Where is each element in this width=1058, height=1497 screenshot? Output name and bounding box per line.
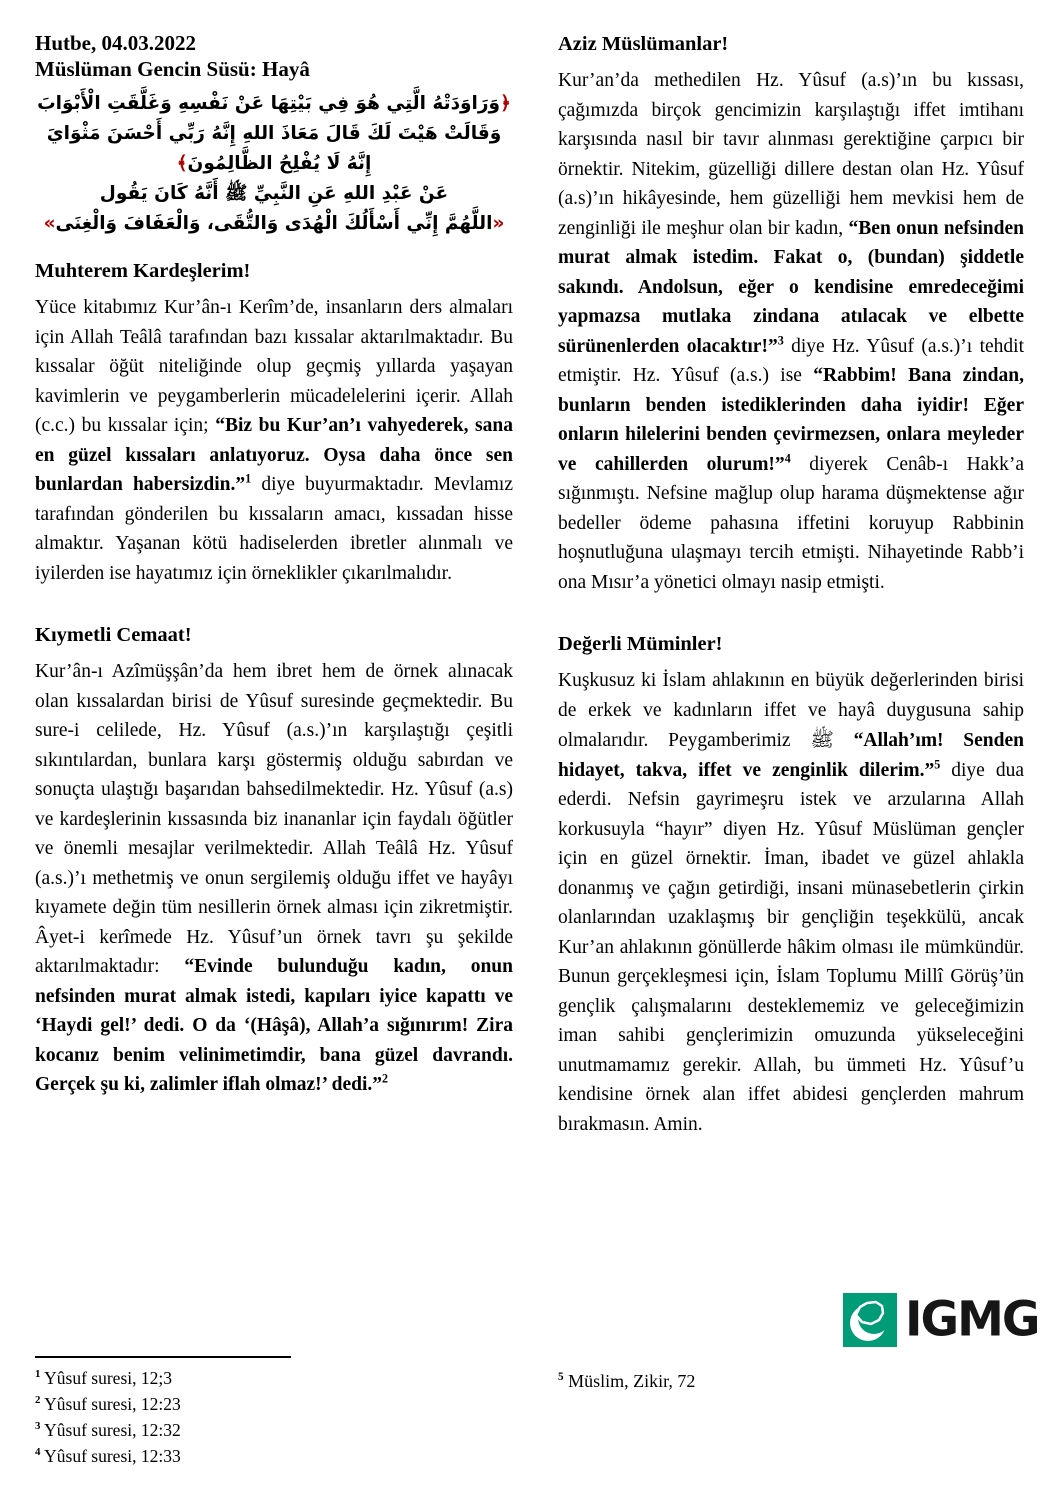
arabic-quote-block [35, 89, 513, 239]
left-column [35, 30, 513, 1133]
section-body: Kur’an’da methedilen Hz. Yûsuf (a.s)’ın bu kıssası, çağımızda birçok gencimizin karşılaştığı iffet imtihanı karşısında nasıl bir tavır alınması gerektiğine çarpıcı bir örnektir. Nitekim, güzelliği dillere destan olan Hz. Yûsuf (a.s)’ın hikâyesinde, hem güzelliği hem mevkisi hem de zenginliği ile meşhur olan bir kadın, “Ben onun nefsinden murat almak istedim. Fakat o, (bundan) şiddetle sakındı. Andolsun, eğer o kendisine emredeceğimi yapmazsa mutlaka zindana atılacak ve elbette sürünenlerden olacaktır!”$^3$ diye Hz. Yûsuf (a.s.)’ı tehdit etmiştir. Hz. Yûsuf (a.s.) ise “Rabbim! Bana zindan, bunların benden istediklerinden daha iyidir! Eğer onların hilelerini benden çevirmezsen, onlara meyleder ve cahillerden olurum!”$^4$ diyerek Cenâb-ı Hakk’a sığınmıştı. Nefsine mağlup olup harama düşmektense ağır bedeller ödeme pahasına iffetini koruyup Rabbinin hoşnutluğuna ulaşmayı tercih etmişti. Nihayetinde Rabb’i ona Mısır’a yönetici olmayı nasip etmişti. [558, 70, 1025, 593]
footnote-5: $^5$ Müslim, Zikir, 72 [558, 1371, 696, 1391]
section-heading: Değerli Müminler! [558, 633, 723, 655]
igmg-logo-wordmark: IGMG [905, 1291, 1039, 1348]
footnotes-left [35, 1356, 513, 1469]
footnote-2: $^2$ Yûsuf suresi, 12:23 [35, 1394, 181, 1414]
section-heading: Muhterem Kardeşlerim! [35, 260, 251, 282]
document-title: Müslüman Gencin Süsü: Hayâ [35, 57, 310, 81]
right-column [558, 30, 1024, 1172]
footnote-divider [35, 1356, 291, 1358]
section-aziz-muslumanlar [558, 30, 1024, 597]
footnote-4: $^4$ Yûsuf suresi, 12:33 [35, 1446, 181, 1466]
section-degerli-muminler [558, 630, 1024, 1139]
section-body: Kur’ân-ı Azîmüşşân’da hem ibret hem de örnek alınacak olan kıssalardan birisi de Yûsuf suresinde geçmektedir. Bu sure-i celilede, Hz. Yûsuf (a.s.)’ın karşılaştığı çeşitli sıkıntılardan, bunlara karşı göstermiş olduğu sabırdan ve sonuçta ulaştığı başarıdan bahsedilmektedir. Hz. Yûsuf (a.s) ve kardeşlerinin kıssasında biz inananlar için faydalı öğütler ve önemli mesajlar verilmektedir. Allah Teâlâ Hz. Yûsuf (a.s.)’ı methetmiş ve onun sergilemiş olduğu iffet ve hayâyı kıyamete değin tüm nesillerin örnek alması için zikretmiştir. Âyet-i kerîmede Hz. Yûsuf’un örnek tavrı şu şekilde aktarılmaktadır: “Evinde bulunduğu kadın, onun nefsinden murat almak istedi, kapıları iyice kapattı ve ‘Haydi gel!’ dedi. O da ‘(Hâşâ), Allah’a sığınırım! Zira kocanız benim velinimetimdir, bana güzel davrandı. Gerçek şu ki, zalimler iflah olmaz!’ dedi.”$^2$ [35, 661, 513, 1095]
igmg-logo [843, 1293, 1038, 1347]
igmg-crescent-globe-icon [843, 1293, 897, 1347]
section-muhterem-kardeslerim [35, 257, 513, 588]
document-date: Hutbe, 04.03.2022 [35, 31, 197, 55]
arabic-isnad: عَنْ عَبْدِ اللهِ عَنِ النَّبِيِّ ﷺ أَنَّهُ كَانَ يَقُول [99, 183, 449, 204]
arabic-dua: «اللَّهُمَّ إِنِّي أَسْأَلُكَ الْهُدَى وَالتُّقَى، وَالْعَفَافَ وَالْغِنَى» [43, 213, 505, 234]
section-kiymetli-cemaat [35, 621, 513, 1100]
section-body: Yüce kitabımız Kur’ân-ı Kerîm’de, insanların ders almaları için Allah Teâlâ tarafından bazı kıssalar aktarılmaktadır. Bu kıssalar öğüt niteliğinde olup geçmiş yıllarda yaşayan kavimlerin ve peygamberlerin mücadelelerini içerir. Allah (c.c.) bu kıssalar için; “Biz bu Kur’an’ı vahyederek, sana en güzel kıssaları anlatıyoruz. Oysa daha önce sen bunlardan habersizdin.”$^1$ diye buyurmaktadır. Mevlamız tarafından gönderilen bu kıssaların amacı, kıssadan hisse almaktır. Yaşanan kötü hadiselerden ibretler alınmalı ve iyilerden ise hayatımız için örneklikler çıkarılmalıdır. [35, 297, 513, 584]
section-heading: Aziz Müslümanlar! [558, 33, 729, 55]
footnote-3: $^3$ Yûsuf suresi, 12:32 [35, 1420, 181, 1440]
footnote-1: $^1$ Yûsuf suresi, 12;3 [35, 1368, 172, 1388]
section-heading: Kıymetli Cemaat! [35, 624, 192, 646]
section-body: Kuşkusuz ki İslam ahlakının en büyük değerlerinden birisi de erkek ve kadınların iffet ve hayâ duygusuna sahip olmalarıdır. Peygamberimiz ﷺ “Allah’ım! Senden hidayet, takva, iffet ve zenginlik dilerim.”$^5$ diye dua ederdi. Nefsin gayrimeşru istek ve arzularına Allah korkusuyla “hayır” diyen Hz. Yûsuf Müslüman gençler için en güzel örnektir. İman, ibadet ve güzel ahlakla donanmış ve çağın getirdiği, insani münasebetlerin çirkin olanlarından uzaklaşmış bir gençliğin teşekkülü, ancak Kur’an ahlakının gönüllerde hâkim olması ile mümkündür. Bunun gerçekleşmesi için, İslam Toplumu Millî Görüş’ün gençlik çalışmalarını desteklememiz ve geleceğimizin iman sahibi gençlerimizin omuzunda yükseleceğini unutmamamız gerekir. Allah, bu ümmeti Hz. Yûsuf’u kendisine örnek alan iffet abidesi gençlerden mahrum bırakmasın. Amin. [558, 670, 1024, 1135]
arabic-ayah: ﴿وَرَاوَدَتْهُ الَّتِي هُوَ فِي بَيْتِهَا عَنْ نَفْسِهِ وَغَلَّقَتِ الْأَبْوَابَ وَقَالَتْ هَيْتَ لَكَ قَالَ مَعَاذَ اللهِ إِنَّهُ رَبِّي أَحْسَنَ مَثْوَايَ إِنَّهُ لَا يُفْلِحُ الظَّالِمُونَ﴾ [37, 93, 511, 174]
